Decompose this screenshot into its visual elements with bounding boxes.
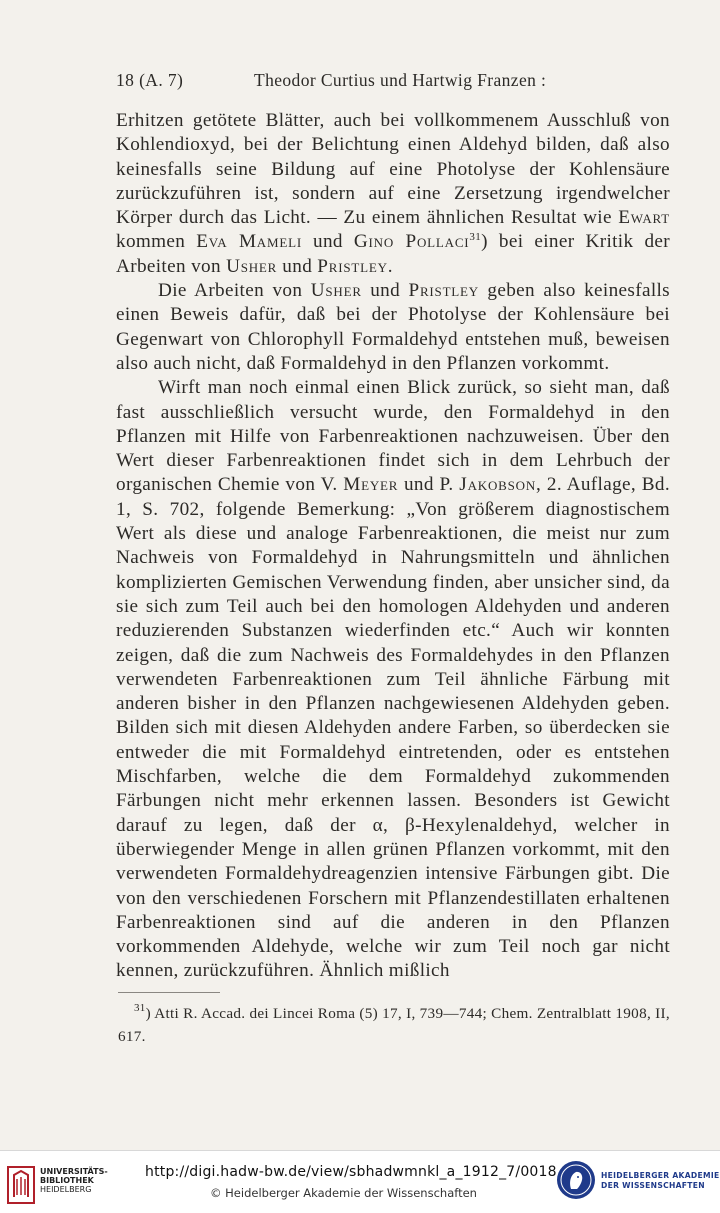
library-name-line: BIBLIOTHEK: [40, 1176, 94, 1185]
text-run: kommen: [116, 231, 197, 253]
academy-seal-icon: [555, 1159, 597, 1201]
footnote-reference: 31: [469, 231, 482, 244]
author-pristley: Pristley: [408, 280, 479, 302]
running-title: Theodor Curtius und Hartwig Franzen :: [254, 70, 547, 90]
footnote-divider: [118, 992, 220, 993]
text-run: und: [277, 255, 318, 277]
author-pristley: Pristley: [317, 255, 388, 277]
academy-name-line: DER WISSENSCHAFTEN: [601, 1181, 705, 1190]
author-eva-mameli: Eva Mameli: [196, 231, 302, 253]
academy-name-line: HEIDELBERGER AKADEMIE: [601, 1171, 720, 1180]
text-run: ) bei einer Kritik der Arbeiten von: [116, 231, 670, 277]
paragraph-2: [116, 279, 670, 376]
text-run: .: [387, 255, 393, 277]
author-usher: Usher: [310, 280, 362, 302]
author-jakobson: Jakobson: [459, 474, 537, 496]
footnote-text: ) Atti R. Accad. dei Lincei Roma (5) 17, I, 739—744; Chem. Zentralblatt 1908, II, 617.: [118, 1005, 670, 1045]
copyright-notice: © Heidelberger Akademie der Wissenschaften: [210, 1186, 477, 1200]
text-run: , 2. Auflage, Bd. 1, S. 702, folgende Bemerkung: „Von größerem diagnostischem Wert als diese und analoge Farbenreaktionen, die meist nur zum Nachweis von Formaldehyd in Nahrungsmitteln und ähnlichen komplizierten Gemischen Verwendung finden, aber unsicher sind, da sie sich zum Teil auch bei den homologen Aldehyden und anderen reduzierenden Substanzen wiederfinden etc.“ Auch wir konnten zeigen, daß die zum Nachweis des Formaldehydes in den Pflanzen verwendeten Farbenreaktionen zum Teil ähnliche Färbung mit anderen bisher in den Pflanzen nachgewiesenen Aldehyden geben. Bilden sich mit diesen Aldehyden andere Farben, so überdecken sie entweder die mit Formaldehyd eintretenden, oder es entstehen Mischfarben, welche die dem Formaldehyd zukommenden Färbungen nicht mehr erkennen lassen. Besonders ist Gewicht darauf zu legen, daß der α, β-Hexylenaldehyd, welcher in überwiegender Menge in allen grünen Pflanzen vorkommt, mit den verwendeten Formaldehydreagenzien intensive Färbungen gibt. Die von den verschiedenen Forschern mit Pflanzendestillaten erhaltenen Farbenreaktionen sind auf die anderen in den Pflanzen vorkommenden Aldehyde, welche wir zum Teil noch gar nicht kennen, zurückzuführen. Ähnlich mißlich: [116, 474, 670, 982]
page-number: 18 (A. 7): [116, 70, 184, 90]
author-meyer: Meyer: [343, 474, 399, 496]
paragraph-3: [116, 376, 670, 983]
text-run: und P.: [398, 474, 460, 496]
viewer-footer: [0, 1150, 720, 1213]
paragraph-1: [116, 109, 670, 279]
text-run: Erhitzen getötete Blätter, auch bei vollkommenem Ausschluß von Kohlendioxyd, bei der Belichtung einen Aldehyd bilden, daß also keinesfalls seine Bildung auf eine Photolyse der Kohlensäure zurückzuführen ist, sondern auf eine Zersetzung irgendwelcher Körper durch das Licht. — Zu einem ähnlichen Resultat wie: [116, 110, 670, 229]
university-library-logo-icon: [6, 1165, 36, 1205]
academy-name: [601, 1171, 719, 1191]
text-run: Die Arbeiten von: [158, 280, 311, 302]
text-run: geben also keinesfalls einen Beweis dafür, daß bei der Photolyse der Kohlensäure bei Gegenwart von Chlorophyll Formaldehyd entstehen muß, beweisen also auch nicht, daß Formaldehyd in den Pflanzen vorkommt.: [116, 280, 671, 374]
text-run: Wirft man noch einmal einen Blick zurück, so sieht man, daß fast ausschließlich versucht wurde, den Formaldehyd in den Pflanzen mit Hilfe von Farbenreaktionen nachzuweisen. Über den Wert dieser Farbenreaktionen findet sich in dem Lehrbuch der organischen Chemie von V.: [116, 377, 670, 496]
author-ewart: Ewart: [618, 207, 670, 229]
footnote-number: 31: [134, 1002, 146, 1014]
library-name: [40, 1167, 108, 1194]
footnote-indent: [118, 1005, 134, 1022]
library-name-line: UNIVERSITÄTS-: [40, 1167, 108, 1176]
footnote: [118, 1003, 670, 1048]
author-usher: Usher: [226, 255, 278, 277]
library-name-line: HEIDELBERG: [40, 1185, 92, 1194]
text-run: und: [361, 280, 409, 302]
permalink-url[interactable]: http://digi.hadw-bw.de/view/sbhadwmnkl_a_1912_7/0018: [145, 1164, 557, 1180]
author-gino-pollaci: Gino Pollaci: [353, 231, 470, 253]
text-run: und: [301, 231, 354, 253]
body-text: [116, 109, 670, 984]
